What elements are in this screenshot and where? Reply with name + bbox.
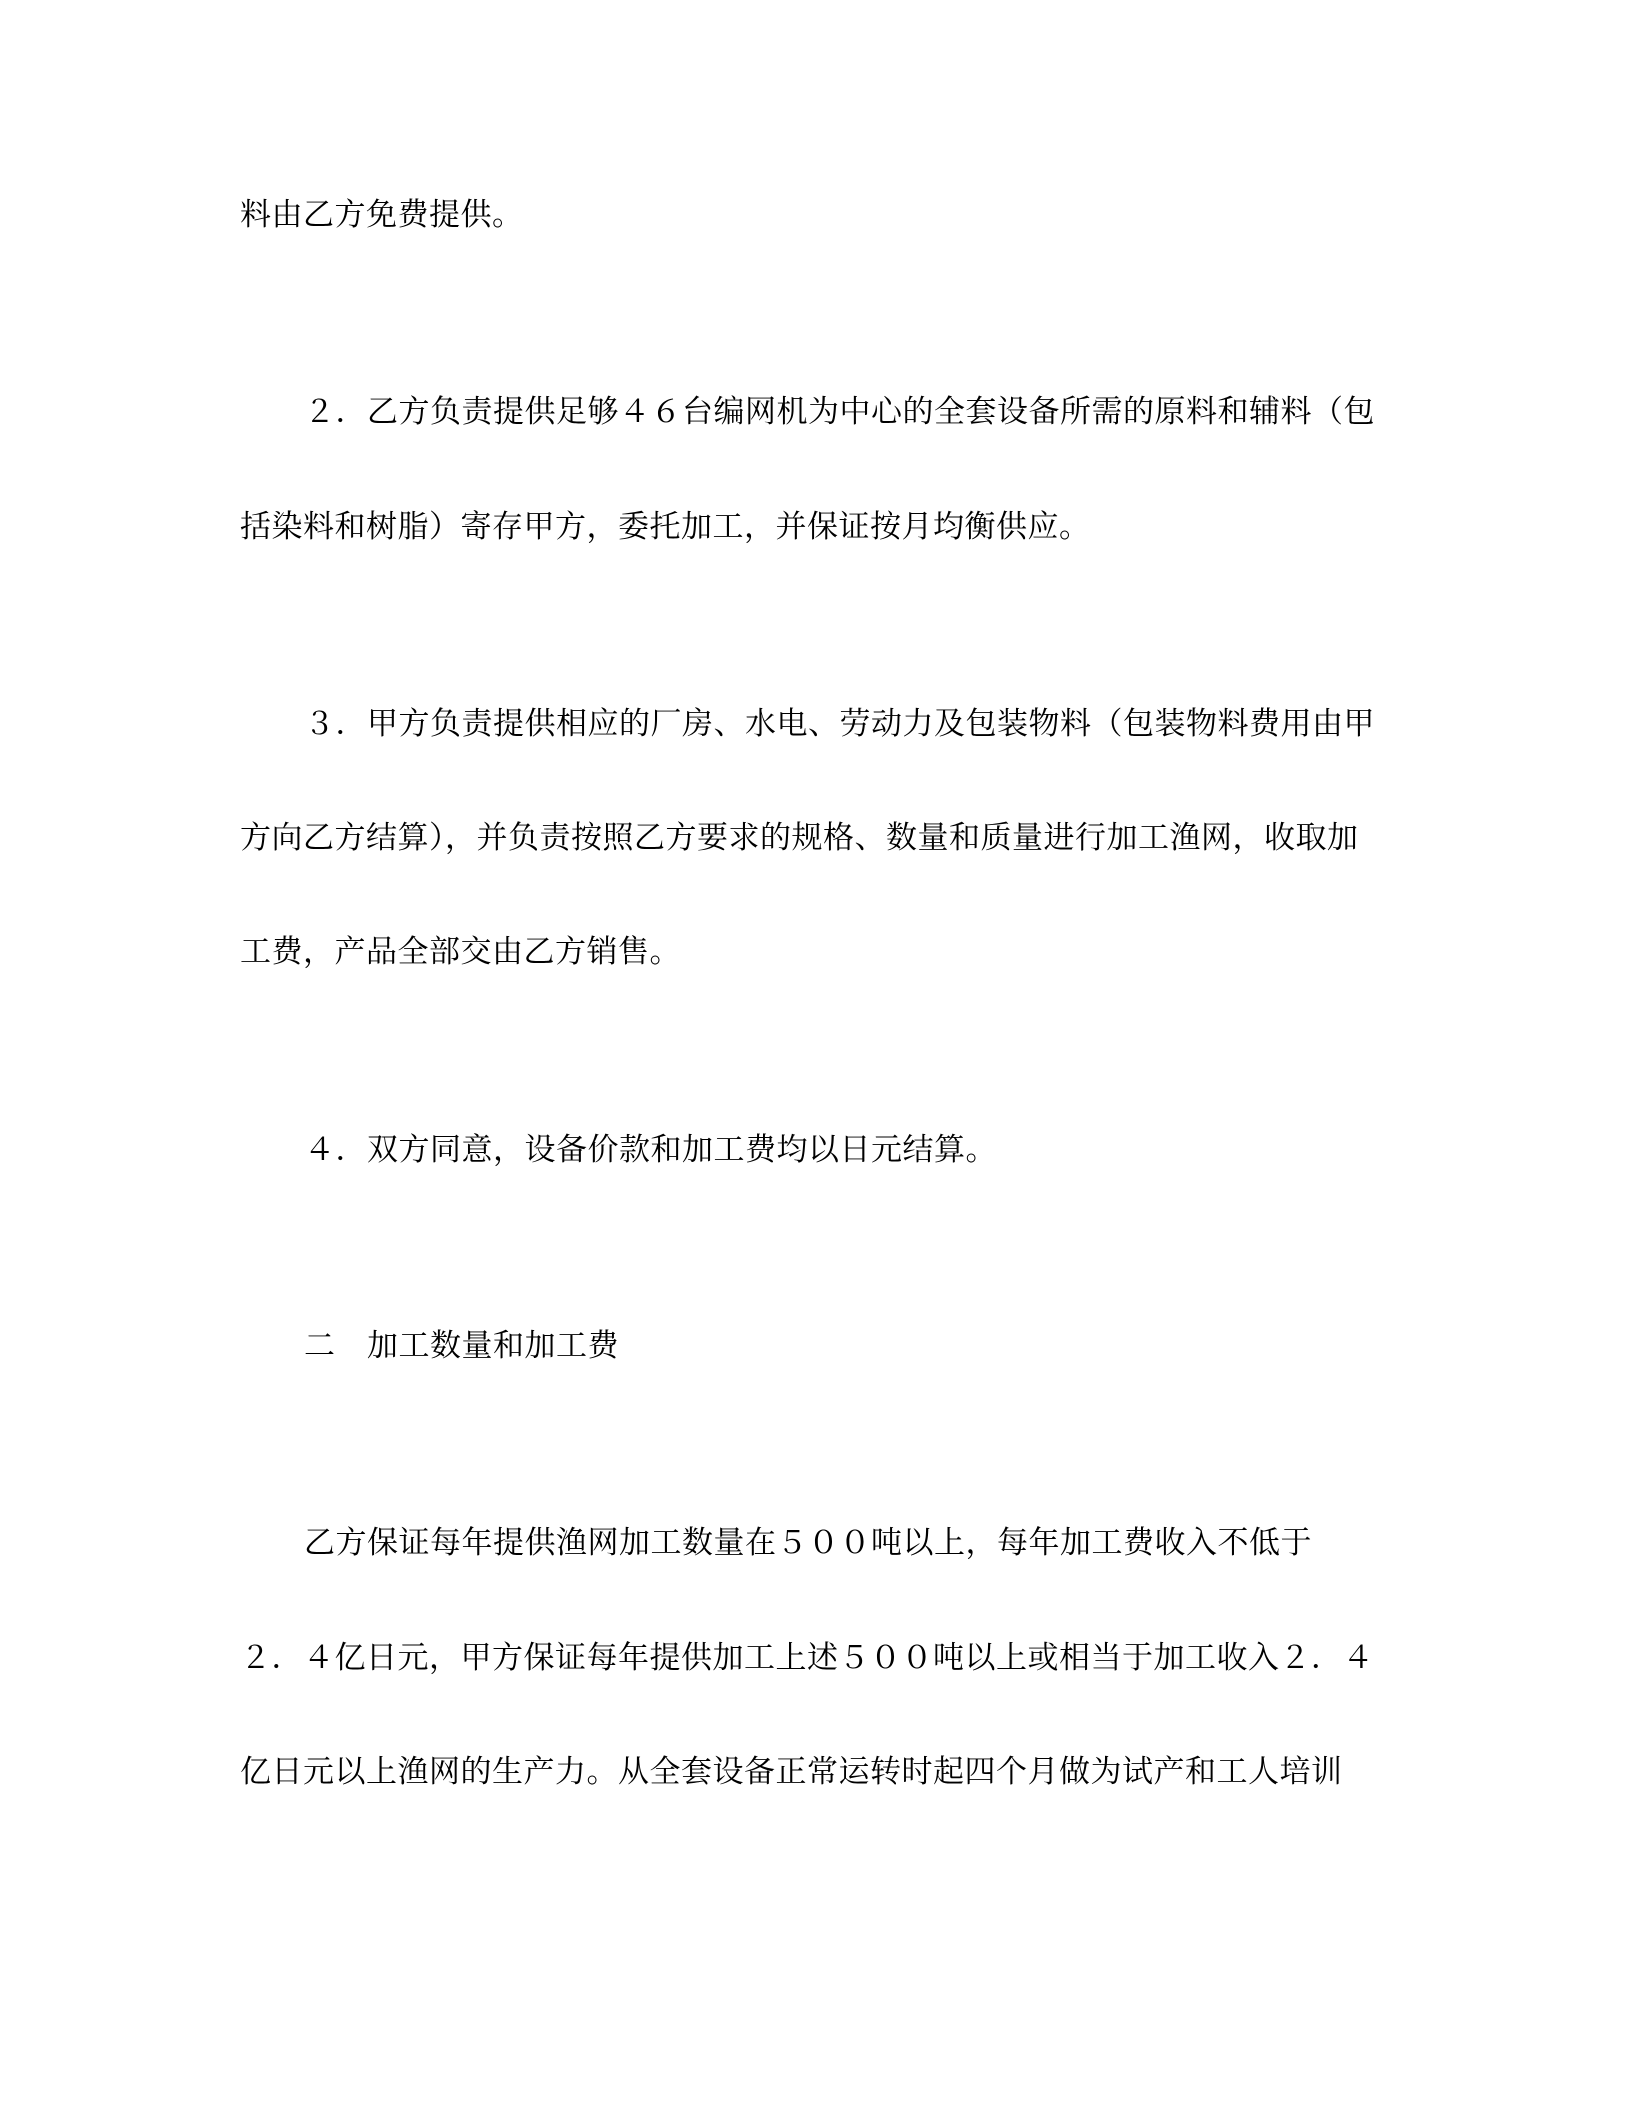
clause-3-line-1: ３．甲方负责提供相应的厂房、水电、劳动力及包装物料（包装物料费用由甲 bbox=[304, 706, 1375, 742]
clause-4-line-1: ４．双方同意，设备价款和加工费均以日元结算。 bbox=[304, 1132, 997, 1168]
clause-3-line-2: 方向乙方结算），并负责按照乙方要求的规格、数量和质量进行加工渔网，收取加 bbox=[240, 820, 1359, 856]
paragraph-1-line-1: 料由乙方免费提供。 bbox=[240, 197, 524, 233]
section-2-paragraph-line-1: 乙方保证每年提供渔网加工数量在５００吨以上，每年加工费收入不低于 bbox=[304, 1525, 1312, 1561]
section-2-paragraph-line-2: ２．４亿日元，甲方保证每年提供加工上述５００吨以上或相当于加工收入２．４ bbox=[240, 1640, 1374, 1676]
clause-2-line-1: ２．乙方负责提供足够４６台编网机为中心的全套设备所需的原料和辅料（包 bbox=[304, 394, 1375, 430]
clause-2-line-2: 括染料和树脂）寄存甲方，委托加工，并保证按月均衡供应。 bbox=[240, 509, 1091, 545]
section-2-paragraph-line-3: 亿日元以上渔网的生产力。从全套设备正常运转时起四个月做为试产和工人培训 bbox=[240, 1754, 1343, 1790]
section-heading: 二 加工数量和加工费 bbox=[304, 1328, 619, 1364]
clause-3-line-3: 工费，产品全部交由乙方销售。 bbox=[240, 934, 681, 970]
